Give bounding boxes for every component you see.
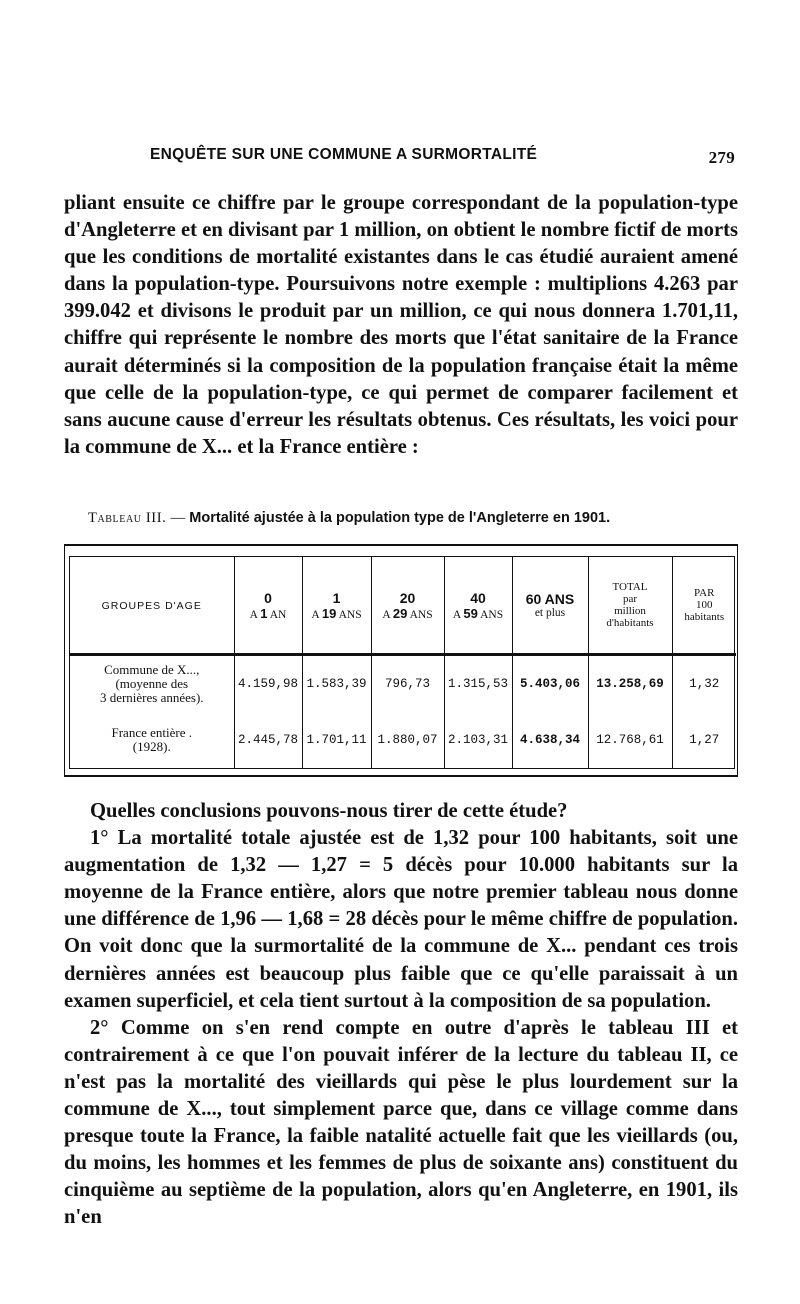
table-cell: 5.403,06 — [512, 655, 588, 713]
col-header-40-59: 40 A 59 ANS — [444, 557, 512, 655]
table-cell: 2.103,31 — [444, 712, 512, 768]
table-caption-text: Mortalité ajustée à la population type de l'Angleterre en 1901. — [189, 510, 611, 526]
table-caption — [88, 510, 748, 527]
table-cell: 4.159,98 — [234, 655, 302, 713]
table-cell: 1.315,53 — [444, 655, 512, 713]
col-header-60-plus: 60 ANS et plus — [512, 557, 588, 655]
table-cell: 13.258,69 — [588, 655, 672, 713]
page-number: 279 — [708, 148, 735, 167]
table-row — [70, 655, 736, 713]
col-header-age-groups: GROUPES D'AGE — [70, 557, 234, 655]
running-title: ENQUÊTE SUR UNE COMMUNE A SURMORTALITÉ — [150, 146, 538, 163]
row-label-france: France entière . (1928). — [111, 725, 192, 754]
table-row — [70, 712, 736, 768]
conclusions-question: Quelles conclusions pouvons-nous tirer de cette étude? — [90, 800, 568, 822]
col-header-20-29: 20 A 29 ANS — [371, 557, 444, 655]
table-cell: 1.880,07 — [371, 712, 444, 768]
table-cell: 2.445,78 — [234, 712, 302, 768]
mortality-table — [70, 557, 736, 768]
table-cell: 4.638,34 — [512, 712, 588, 768]
row-label-commune: Commune de X..., (moyenne des 3 dernières années). — [99, 662, 204, 705]
col-header-total: TOTAL par million d'habitants — [588, 557, 672, 655]
mortality-table-frame — [64, 544, 738, 777]
col-header-per-100: PAR 100 habitants — [672, 557, 736, 655]
table-header-row — [70, 557, 736, 655]
conclusion-point-2: 2° Comme on s'en rend compte en outre d'après le tableau III et contrairement à ce que l'on pouvait inférer de la lecture du tableau II, ce n'est pas la mortalité des vieillards qui pèse le plus lourdement sur la commune de X..., tout simplement parce que, dans ce village comme dans presque toute la France, la faible natalité actuelle fait que les vieillards (ou, du moins, les hommes et les femmes de plus de soixante ans) constituent du cinquième au septième de la population, alors qu'en Angleterre, en 1901, ils n'en — [64, 1016, 738, 1229]
table-caption-label: Tableau III. — — [88, 510, 186, 526]
table-cell: 1.701,11 — [302, 712, 371, 768]
table-cell: 1.583,39 — [302, 655, 371, 713]
table-cell: 1,27 — [672, 712, 736, 768]
intro-paragraph-text: pliant ensuite ce chiffre par le groupe correspondant de la population-type d'Angleterre et en divisant par 1 million, on obtient le nombre fictif de morts que les conditions de mortalité existantes dans le cas étudié auraient amené dans la population-type. Poursuivons notre exemple : multiplions 4.263 par 399.042 et divisons le produit par un million, ce qui nous donnera 1.701,11, chiffre qui représente le nombre des morts que l'état sanitaire de la France aurait déterminés si la composition de la population française était la même que celle de la population-type, ce qui permet de comparer facilement et sans aucune cause d'erreur les résultats obtenus. Ces résultats, les voici pour la commune de X... et la France entière : — [64, 192, 738, 458]
table-cell: 796,73 — [371, 655, 444, 713]
conclusion-point-1: 1° La mortalité totale ajustée est de 1,32 pour 100 habitants, soit une augmentation de 1,32 — 1,27 = 5 décès pour 10.000 habitants sur la moyenne de la France entière, alors que notre premier tableau nous donne une différence de 1,96 — 1,68 = 28 décès pour le même chiffre de population. On voit donc que la surmortalité de la commune de X... pendant ces trois dernières années est beaucoup plus faible que ce qu'elle paraissait à un examen superficiel, et cela tient surtout à la composition de sa population. — [64, 827, 738, 1012]
col-header-0-1: 0 A 1 AN — [234, 557, 302, 655]
table-cell: 1,32 — [672, 655, 736, 713]
intro-paragraph — [64, 190, 738, 461]
conclusions-section — [64, 798, 738, 1232]
col-header-1-19: 1 A 19 ANS — [302, 557, 371, 655]
table-cell: 12.768,61 — [588, 712, 672, 768]
